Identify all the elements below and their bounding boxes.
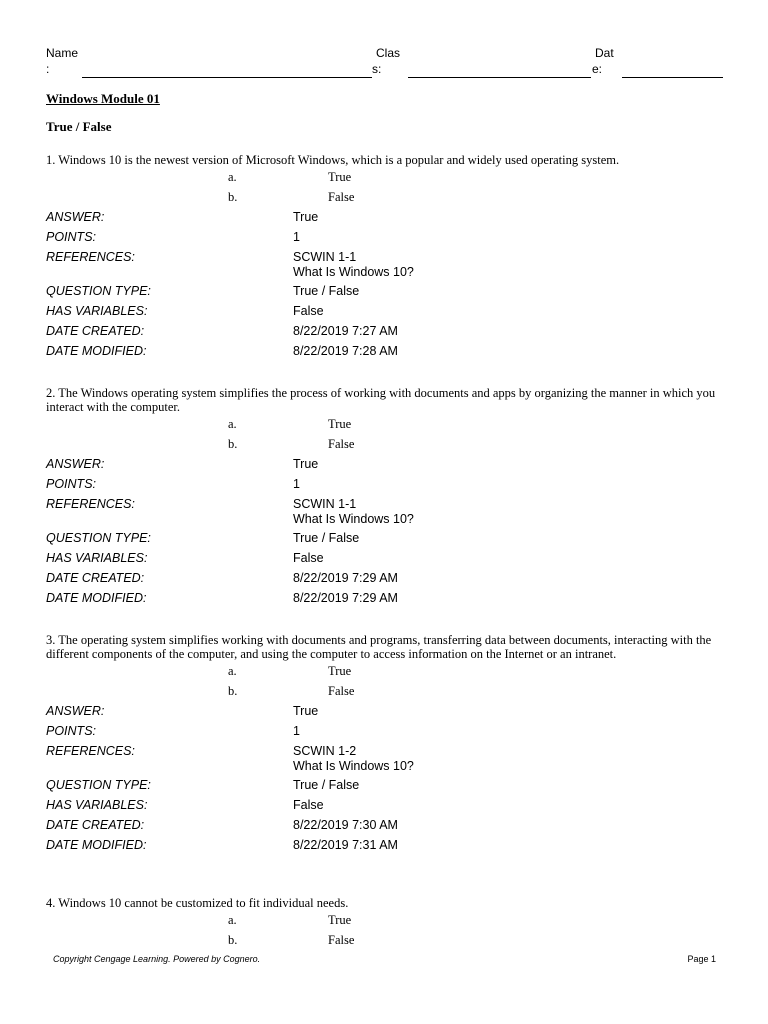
option-b[interactable]: [46, 187, 726, 207]
date-modified-row: [46, 591, 726, 611]
section-title: True / False: [46, 119, 112, 134]
date-created-value: 8/22/2019 7:27 AM: [293, 324, 398, 338]
date-created-value: 8/22/2019 7:30 AM: [293, 818, 398, 832]
has-variables-row: [46, 798, 726, 818]
reference-title: What Is Windows 10?: [293, 265, 414, 279]
reference-title: What Is Windows 10?: [293, 512, 414, 526]
question-type-value: True / False: [293, 778, 360, 792]
answer-value: True: [293, 704, 319, 718]
date-modified-label: DATE MODIFIED:: [46, 344, 147, 358]
date-created-row: [46, 818, 726, 838]
points-label: POINTS:: [46, 724, 97, 738]
date-modified-value: 8/22/2019 7:31 AM: [293, 838, 398, 852]
option-letter: a.: [228, 417, 237, 431]
reference-code: SCWIN 1-1: [293, 250, 357, 264]
date-created-label: DATE CREATED:: [46, 571, 145, 585]
question-text: 2. The Windows operating system simplifies the process of working with documents and apps by organizing the manner in which you interact with the computer.: [46, 386, 716, 414]
points-row: [46, 474, 726, 494]
question-3: [46, 633, 726, 858]
date-created-label: DATE CREATED:: [46, 324, 145, 338]
references-row: [46, 741, 726, 778]
points-value: 1: [293, 230, 300, 244]
answer-value: True: [293, 210, 319, 224]
option-value: True: [328, 170, 352, 184]
option-a[interactable]: [46, 167, 726, 187]
points-value: 1: [293, 477, 300, 491]
answer-row: [46, 454, 726, 474]
references-label: REFERENCES:: [46, 744, 135, 758]
has-variables-label: HAS VARIABLES:: [46, 798, 148, 812]
class-field-line[interactable]: [408, 77, 591, 78]
answer-label: ANSWER:: [46, 704, 105, 718]
option-letter: a.: [228, 170, 237, 184]
option-letter: b.: [228, 933, 238, 947]
question-type-row: [46, 531, 726, 551]
option-a[interactable]: [46, 661, 726, 681]
option-value: False: [328, 437, 355, 451]
option-value: False: [328, 190, 355, 204]
question-type-row: [46, 284, 726, 304]
option-letter: b.: [228, 437, 238, 451]
reference-code: SCWIN 1-2: [293, 744, 357, 758]
has-variables-row: [46, 304, 726, 324]
date-modified-value: 8/22/2019 7:29 AM: [293, 591, 398, 605]
question-text: 1. Windows 10 is the newest version of Microsoft Windows, which is a popular and widely used operating system.: [46, 153, 620, 167]
question-1: [46, 153, 726, 364]
option-letter: a.: [228, 913, 237, 927]
reference-code: SCWIN 1-1: [293, 497, 357, 511]
question-4: [46, 896, 726, 950]
copyright-footer: Copyright Cengage Learning. Powered by Cognero.: [53, 954, 261, 964]
has-variables-row: [46, 551, 726, 571]
references-row: [46, 494, 726, 531]
date-modified-label: DATE MODIFIED:: [46, 838, 147, 852]
class-label-bottom: s:: [372, 62, 382, 76]
date-modified-row: [46, 838, 726, 858]
has-variables-label: HAS VARIABLES:: [46, 551, 148, 565]
page-number: Page 1: [687, 954, 716, 964]
date-label-top: Dat: [595, 46, 614, 60]
date-created-value: 8/22/2019 7:29 AM: [293, 571, 398, 585]
date-modified-value: 8/22/2019 7:28 AM: [293, 344, 398, 358]
option-value: False: [328, 684, 355, 698]
points-row: [46, 721, 726, 741]
date-label-bottom: e:: [592, 62, 603, 76]
module-title: Windows Module 01: [46, 91, 160, 106]
has-variables-value: False: [293, 551, 324, 565]
question-type-label: QUESTION TYPE:: [46, 531, 151, 545]
class-label-top: Clas: [376, 46, 401, 60]
option-b[interactable]: [46, 434, 726, 454]
option-a[interactable]: [46, 414, 726, 434]
has-variables-label: HAS VARIABLES:: [46, 304, 148, 318]
references-label: REFERENCES:: [46, 497, 135, 511]
option-letter: a.: [228, 664, 237, 678]
question-text: 3. The operating system simplifies working with documents and programs, transferring data between documents, interacting with the different components of the computer, and using the computer to access information on the Internet or an intranet.: [46, 633, 712, 661]
option-letter: b.: [228, 684, 238, 698]
points-label: POINTS:: [46, 477, 97, 491]
option-value: True: [328, 417, 352, 431]
question-type-row: [46, 778, 726, 798]
name-colon: :: [46, 62, 50, 76]
date-created-row: [46, 571, 726, 591]
answer-row: [46, 701, 726, 721]
references-row: [46, 247, 726, 284]
points-value: 1: [293, 724, 300, 738]
question-type-value: True / False: [293, 531, 360, 545]
question-2: [46, 386, 726, 611]
question-type-label: QUESTION TYPE:: [46, 778, 151, 792]
option-value: False: [328, 933, 355, 947]
answer-label: ANSWER:: [46, 457, 105, 471]
answer-value: True: [293, 457, 319, 471]
answer-label: ANSWER:: [46, 210, 105, 224]
reference-title: What Is Windows 10?: [293, 759, 414, 773]
question-text: 4. Windows 10 cannot be customized to fit individual needs.: [46, 896, 349, 910]
option-value: True: [328, 664, 352, 678]
date-created-label: DATE CREATED:: [46, 818, 145, 832]
name-field-line[interactable]: [82, 77, 372, 78]
answer-row: [46, 207, 726, 227]
references-label: REFERENCES:: [46, 250, 135, 264]
date-field-line[interactable]: [622, 77, 723, 78]
points-row: [46, 227, 726, 247]
option-letter: b.: [228, 190, 238, 204]
option-b[interactable]: [46, 930, 726, 950]
question-type-value: True / False: [293, 284, 360, 298]
name-label: Name: [46, 46, 79, 60]
date-modified-label: DATE MODIFIED:: [46, 591, 147, 605]
date-created-row: [46, 324, 726, 344]
option-a[interactable]: [46, 910, 726, 930]
date-modified-row: [46, 344, 726, 364]
option-b[interactable]: [46, 681, 726, 701]
option-value: True: [328, 913, 352, 927]
question-type-label: QUESTION TYPE:: [46, 284, 151, 298]
has-variables-value: False: [293, 798, 324, 812]
has-variables-value: False: [293, 304, 324, 318]
points-label: POINTS:: [46, 230, 97, 244]
